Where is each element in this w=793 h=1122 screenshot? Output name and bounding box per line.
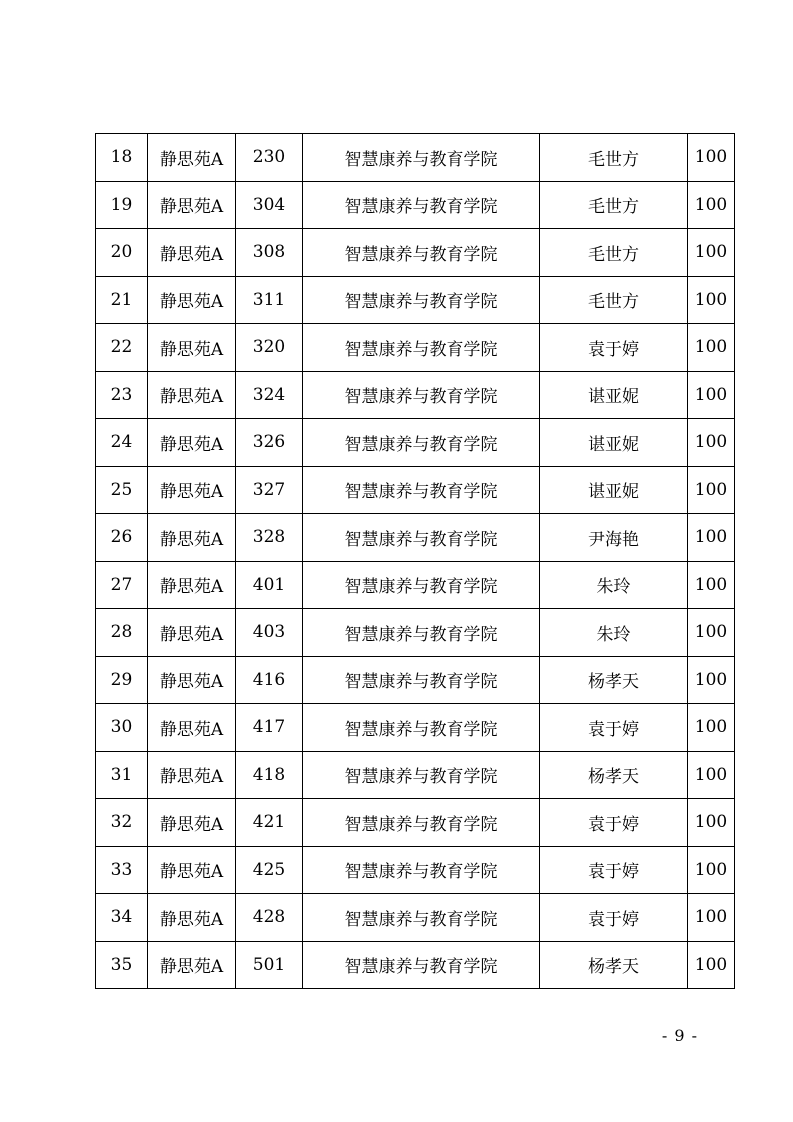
college-cell: 智慧康养与教育学院 (303, 561, 540, 609)
score-cell: 100 (688, 799, 735, 847)
person-in-charge-cell: 尹海艳 (540, 514, 688, 562)
person-in-charge-cell: 朱玲 (540, 609, 688, 657)
college-cell: 智慧康养与教育学院 (303, 609, 540, 657)
room-number-cell: 230 (236, 134, 303, 182)
score-cell: 100 (688, 276, 735, 324)
score-cell: 100 (688, 846, 735, 894)
table-row (96, 894, 735, 942)
person-in-charge-cell: 杨孝天 (540, 941, 688, 989)
table-row (96, 324, 735, 372)
score-cell: 100 (688, 894, 735, 942)
college-cell: 智慧康养与教育学院 (303, 229, 540, 277)
building-cell: 静思苑A (148, 799, 236, 847)
building-cell: 静思苑A (148, 561, 236, 609)
table-row (96, 466, 735, 514)
person-in-charge-cell: 毛世方 (540, 229, 688, 277)
college-cell: 智慧康养与教育学院 (303, 514, 540, 562)
row-number-cell: 30 (96, 704, 148, 752)
room-number-cell: 320 (236, 324, 303, 372)
row-number-cell: 33 (96, 846, 148, 894)
room-number-cell: 311 (236, 276, 303, 324)
row-number-cell: 18 (96, 134, 148, 182)
building-cell: 静思苑A (148, 609, 236, 657)
table-row (96, 561, 735, 609)
table-body (96, 134, 735, 989)
building-cell: 静思苑A (148, 229, 236, 277)
building-cell: 静思苑A (148, 704, 236, 752)
score-cell: 100 (688, 656, 735, 704)
building-cell: 静思苑A (148, 134, 236, 182)
score-cell: 100 (688, 514, 735, 562)
room-number-cell: 403 (236, 609, 303, 657)
building-cell: 静思苑A (148, 324, 236, 372)
person-in-charge-cell: 袁于婷 (540, 846, 688, 894)
room-number-cell: 421 (236, 799, 303, 847)
score-cell: 100 (688, 466, 735, 514)
room-number-cell: 417 (236, 704, 303, 752)
score-cell: 100 (688, 941, 735, 989)
table-row (96, 514, 735, 562)
score-cell: 100 (688, 751, 735, 799)
person-in-charge-cell: 谌亚妮 (540, 371, 688, 419)
page-number: - 9 - (661, 1026, 699, 1045)
building-cell: 静思苑A (148, 751, 236, 799)
row-number-cell: 24 (96, 419, 148, 467)
row-number-cell: 20 (96, 229, 148, 277)
college-cell: 智慧康养与教育学院 (303, 704, 540, 752)
building-cell: 静思苑A (148, 846, 236, 894)
building-cell: 静思苑A (148, 276, 236, 324)
person-in-charge-cell: 毛世方 (540, 181, 688, 229)
room-number-cell: 401 (236, 561, 303, 609)
room-number-cell: 304 (236, 181, 303, 229)
row-number-cell: 35 (96, 941, 148, 989)
score-cell: 100 (688, 371, 735, 419)
room-number-cell: 501 (236, 941, 303, 989)
score-cell: 100 (688, 704, 735, 752)
table-row (96, 609, 735, 657)
college-cell: 智慧康养与教育学院 (303, 941, 540, 989)
row-number-cell: 32 (96, 799, 148, 847)
person-in-charge-cell: 袁于婷 (540, 799, 688, 847)
table-row (96, 704, 735, 752)
score-cell: 100 (688, 181, 735, 229)
row-number-cell: 19 (96, 181, 148, 229)
college-cell: 智慧康养与教育学院 (303, 324, 540, 372)
score-cell: 100 (688, 134, 735, 182)
person-in-charge-cell: 谌亚妮 (540, 466, 688, 514)
college-cell: 智慧康养与教育学院 (303, 656, 540, 704)
person-in-charge-cell: 袁于婷 (540, 894, 688, 942)
score-cell: 100 (688, 561, 735, 609)
room-number-cell: 324 (236, 371, 303, 419)
college-cell: 智慧康养与教育学院 (303, 466, 540, 514)
person-in-charge-cell: 袁于婷 (540, 324, 688, 372)
table-row (96, 751, 735, 799)
building-cell: 静思苑A (148, 419, 236, 467)
table-row (96, 419, 735, 467)
row-number-cell: 31 (96, 751, 148, 799)
college-cell: 智慧康养与教育学院 (303, 276, 540, 324)
table-row (96, 276, 735, 324)
table-row (96, 371, 735, 419)
room-number-cell: 418 (236, 751, 303, 799)
row-number-cell: 26 (96, 514, 148, 562)
building-cell: 静思苑A (148, 181, 236, 229)
building-cell: 静思苑A (148, 894, 236, 942)
row-number-cell: 34 (96, 894, 148, 942)
person-in-charge-cell: 谌亚妮 (540, 419, 688, 467)
table-row (96, 181, 735, 229)
college-cell: 智慧康养与教育学院 (303, 799, 540, 847)
table-row (96, 134, 735, 182)
college-cell: 智慧康养与教育学院 (303, 894, 540, 942)
person-in-charge-cell: 毛世方 (540, 276, 688, 324)
room-number-cell: 327 (236, 466, 303, 514)
row-number-cell: 29 (96, 656, 148, 704)
person-in-charge-cell: 杨孝天 (540, 751, 688, 799)
room-number-cell: 328 (236, 514, 303, 562)
room-number-cell: 428 (236, 894, 303, 942)
building-cell: 静思苑A (148, 941, 236, 989)
table-row (96, 656, 735, 704)
building-cell: 静思苑A (148, 514, 236, 562)
building-cell: 静思苑A (148, 466, 236, 514)
room-number-cell: 326 (236, 419, 303, 467)
table-row (96, 846, 735, 894)
college-cell: 智慧康养与教育学院 (303, 181, 540, 229)
row-number-cell: 28 (96, 609, 148, 657)
college-cell: 智慧康养与教育学院 (303, 419, 540, 467)
table-row (96, 941, 735, 989)
room-number-cell: 416 (236, 656, 303, 704)
college-cell: 智慧康养与教育学院 (303, 846, 540, 894)
row-number-cell: 23 (96, 371, 148, 419)
score-cell: 100 (688, 419, 735, 467)
row-number-cell: 27 (96, 561, 148, 609)
college-cell: 智慧康养与教育学院 (303, 134, 540, 182)
person-in-charge-cell: 朱玲 (540, 561, 688, 609)
table-row (96, 799, 735, 847)
score-cell: 100 (688, 609, 735, 657)
score-cell: 100 (688, 229, 735, 277)
college-cell: 智慧康养与教育学院 (303, 751, 540, 799)
row-number-cell: 25 (96, 466, 148, 514)
building-cell: 静思苑A (148, 656, 236, 704)
row-number-cell: 22 (96, 324, 148, 372)
college-cell: 智慧康养与教育学院 (303, 371, 540, 419)
person-in-charge-cell: 杨孝天 (540, 656, 688, 704)
room-number-cell: 308 (236, 229, 303, 277)
building-cell: 静思苑A (148, 371, 236, 419)
room-number-cell: 425 (236, 846, 303, 894)
dormitory-score-table (95, 133, 735, 989)
score-cell: 100 (688, 324, 735, 372)
person-in-charge-cell: 毛世方 (540, 134, 688, 182)
table-row (96, 229, 735, 277)
person-in-charge-cell: 袁于婷 (540, 704, 688, 752)
row-number-cell: 21 (96, 276, 148, 324)
